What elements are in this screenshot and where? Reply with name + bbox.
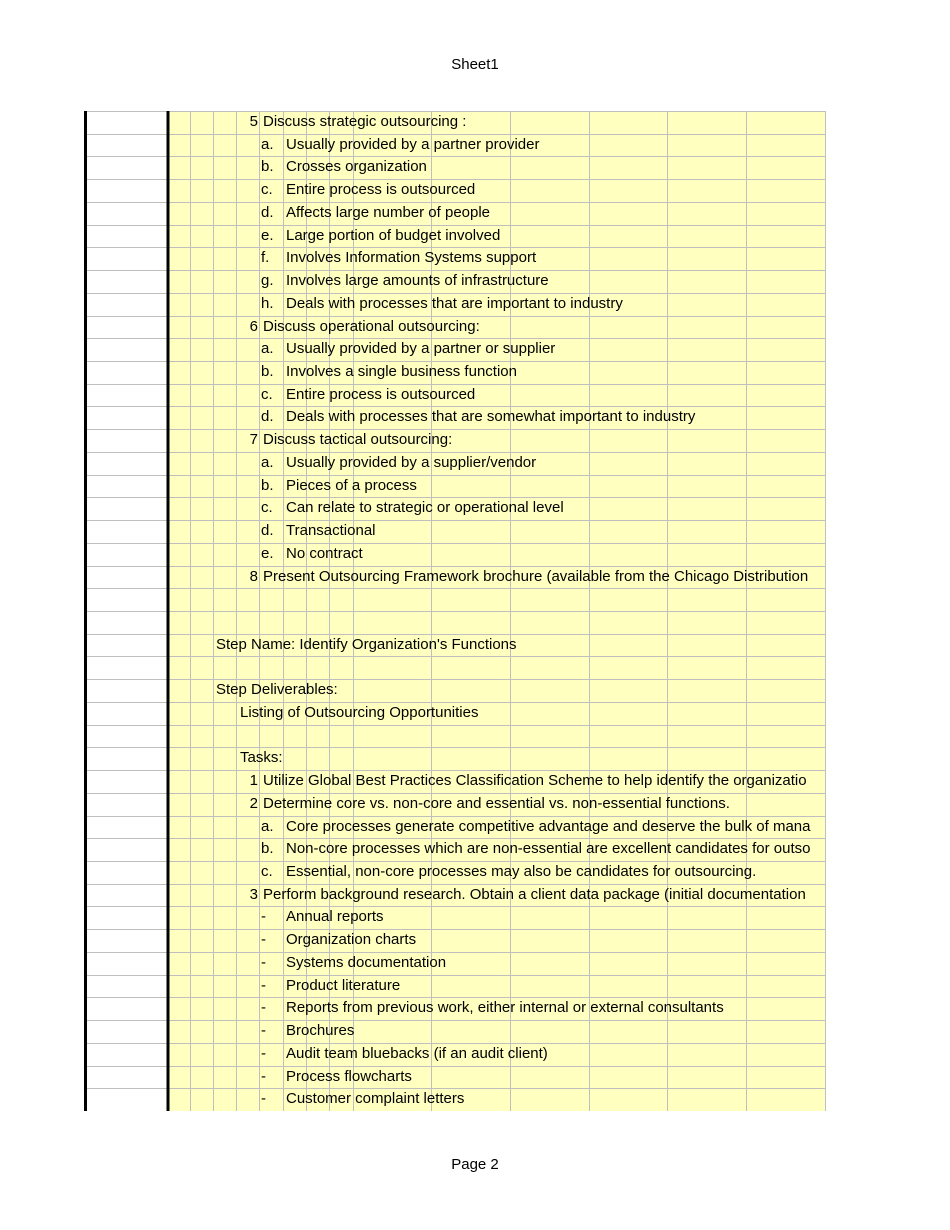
sheet-row[interactable] bbox=[84, 1088, 826, 1111]
item-text: Essential, non-core processes may also be candidates for outsourcing. bbox=[286, 863, 757, 880]
item-marker: c. bbox=[261, 863, 273, 880]
item-text: Organization charts bbox=[286, 931, 417, 949]
sheet-row[interactable] bbox=[84, 975, 826, 998]
task-text: Discuss operational outsourcing: bbox=[263, 317, 480, 335]
task-number: 5 bbox=[249, 113, 258, 130]
item-text: Entire process is outsourced bbox=[286, 181, 476, 199]
sheet-row[interactable] bbox=[84, 588, 826, 611]
sheet-row[interactable] bbox=[84, 997, 826, 1020]
item-text: Crosses organization bbox=[286, 158, 427, 176]
sheet-row[interactable] bbox=[84, 270, 826, 293]
item-marker: b. bbox=[261, 476, 274, 494]
item-text: Process flowcharts bbox=[286, 1067, 412, 1085]
sheet-row[interactable] bbox=[84, 1043, 826, 1066]
item-marker: a. bbox=[261, 817, 274, 835]
item-marker: - bbox=[261, 931, 266, 949]
item-marker: b. bbox=[261, 158, 274, 176]
sheet-row[interactable] bbox=[84, 861, 826, 884]
item-marker: a. bbox=[261, 453, 274, 471]
item-text: Transactional bbox=[286, 522, 376, 540]
task-number: 7 bbox=[249, 431, 258, 449]
sheet-row[interactable] bbox=[84, 111, 826, 134]
sheet-row[interactable] bbox=[84, 225, 826, 248]
sheet-row[interactable] bbox=[84, 816, 826, 839]
step-sub-label: Tasks: bbox=[240, 749, 283, 767]
sheet-row[interactable] bbox=[84, 293, 826, 316]
item-marker: e. bbox=[261, 544, 274, 562]
sheet-row[interactable] bbox=[84, 406, 826, 429]
step-sub-label: Listing of Outsourcing Opportunities bbox=[240, 703, 479, 721]
item-text: Large portion of budget involved bbox=[286, 226, 501, 244]
task-text: Perform background research. Obtain a client data package (initial documentation bbox=[263, 885, 806, 903]
item-marker: g. bbox=[261, 272, 274, 290]
item-marker: f. bbox=[261, 249, 270, 267]
item-text: Affects large number of people bbox=[286, 203, 491, 221]
sheet-row[interactable] bbox=[84, 134, 826, 157]
spreadsheet-grid[interactable] bbox=[84, 111, 826, 1111]
sheet-row[interactable] bbox=[84, 725, 826, 748]
item-marker: - bbox=[261, 976, 266, 994]
sheet-row[interactable] bbox=[84, 566, 826, 589]
sheet-row[interactable] bbox=[84, 1020, 826, 1043]
task-text: Utilize Global Best Practices Classification Scheme to help identify the organizatio bbox=[263, 772, 807, 790]
task-number: 3 bbox=[249, 885, 258, 903]
task-number: 1 bbox=[249, 772, 258, 790]
sheet-row[interactable] bbox=[84, 702, 826, 725]
page-header: Sheet1 bbox=[451, 56, 499, 73]
item-text: Annual reports bbox=[286, 908, 384, 926]
item-marker: - bbox=[261, 908, 266, 926]
item-text: Involves large amounts of infrastructure bbox=[286, 272, 549, 290]
step-label: Step Deliverables: bbox=[216, 681, 338, 699]
item-marker: - bbox=[261, 953, 266, 971]
item-text: Deals with processes that are important to industry bbox=[286, 294, 623, 312]
sheet-row[interactable] bbox=[84, 520, 826, 543]
sheet-row[interactable] bbox=[84, 952, 826, 975]
item-marker: a. bbox=[261, 340, 274, 358]
item-text: Usually provided by a partner or supplier bbox=[286, 340, 556, 358]
sheet-row[interactable] bbox=[84, 838, 826, 861]
sheet-row[interactable] bbox=[84, 906, 826, 929]
sheet-row[interactable] bbox=[84, 634, 826, 657]
item-text: Usually provided by a supplier/vendor bbox=[286, 453, 537, 471]
item-text: Can relate to strategic or operational level bbox=[286, 499, 564, 517]
sheet-row[interactable] bbox=[84, 475, 826, 498]
item-marker: - bbox=[261, 999, 266, 1017]
item-marker: a. bbox=[261, 135, 274, 153]
sheet-row[interactable] bbox=[84, 747, 826, 770]
sheet-row[interactable] bbox=[84, 1066, 826, 1089]
sheet-row[interactable] bbox=[84, 497, 826, 520]
item-marker: h. bbox=[261, 294, 274, 312]
sheet-row[interactable] bbox=[84, 247, 826, 270]
sheet-row[interactable] bbox=[84, 338, 826, 361]
sheet-row[interactable] bbox=[84, 316, 826, 339]
item-text: Audit team bluebacks (if an audit client) bbox=[286, 1044, 548, 1062]
item-text: No contract bbox=[286, 544, 363, 562]
sheet-row[interactable] bbox=[84, 361, 826, 384]
task-text: Discuss tactical outsourcing: bbox=[263, 431, 453, 449]
sheet-row[interactable] bbox=[84, 679, 826, 702]
sheet-row[interactable] bbox=[84, 929, 826, 952]
task-number: 8 bbox=[249, 567, 258, 585]
sheet-row[interactable] bbox=[84, 656, 826, 679]
item-text: Non-core processes which are non-essential are excellent candidates for outso bbox=[286, 840, 811, 858]
item-marker: - bbox=[261, 1067, 266, 1085]
item-marker: b. bbox=[261, 363, 274, 380]
item-marker: d. bbox=[261, 408, 274, 426]
item-text: Pieces of a process bbox=[286, 476, 417, 494]
task-text: Discuss strategic outsourcing : bbox=[263, 113, 467, 130]
sheet-row[interactable] bbox=[84, 543, 826, 566]
item-marker: c. bbox=[261, 499, 273, 517]
step-label: Step Name: Identify Organization's Functions bbox=[216, 635, 517, 653]
sheet-row[interactable] bbox=[84, 429, 826, 452]
page-footer: Page 2 bbox=[451, 1156, 499, 1173]
item-marker: d. bbox=[261, 522, 274, 540]
item-text: Product literature bbox=[286, 976, 401, 994]
item-text: Brochures bbox=[286, 1022, 355, 1040]
sheet-row[interactable] bbox=[84, 156, 826, 179]
item-text: Deals with processes that are somewhat important to industry bbox=[286, 408, 696, 426]
task-text: Present Outsourcing Framework brochure (available from the Chicago Distribution bbox=[263, 567, 809, 585]
sheet-row[interactable] bbox=[84, 384, 826, 407]
item-marker: - bbox=[261, 1090, 266, 1108]
sheet-row[interactable] bbox=[84, 202, 826, 225]
task-number: 2 bbox=[249, 794, 258, 812]
item-marker: d. bbox=[261, 203, 274, 221]
item-text: Usually provided by a partner provider bbox=[286, 135, 540, 153]
item-marker: e. bbox=[261, 226, 274, 244]
item-text: Systems documentation bbox=[286, 953, 447, 971]
sheet-row[interactable] bbox=[84, 179, 826, 202]
item-marker: - bbox=[261, 1044, 266, 1062]
item-text: Customer complaint letters bbox=[286, 1090, 465, 1108]
task-number: 6 bbox=[249, 317, 258, 335]
sheet-row[interactable] bbox=[84, 452, 826, 475]
item-text: Involves a single business function bbox=[286, 363, 517, 380]
item-marker: b. bbox=[261, 840, 274, 858]
sheet-row[interactable] bbox=[84, 770, 826, 793]
item-marker: c. bbox=[261, 181, 273, 199]
sheet-row[interactable] bbox=[84, 793, 826, 816]
item-text: Entire process is outsourced bbox=[286, 385, 476, 403]
item-text: Reports from previous work, either internal or external consultants bbox=[286, 999, 724, 1017]
sheet-row[interactable] bbox=[84, 611, 826, 634]
item-marker: c. bbox=[261, 385, 273, 403]
item-text: Involves Information Systems support bbox=[286, 249, 537, 267]
task-text: Determine core vs. non-core and essential vs. non-essential functions. bbox=[263, 794, 730, 812]
sheet-row[interactable] bbox=[84, 884, 826, 907]
item-text: Core processes generate competitive advantage and deserve the bulk of mana bbox=[286, 817, 811, 835]
item-marker: - bbox=[261, 1022, 266, 1040]
